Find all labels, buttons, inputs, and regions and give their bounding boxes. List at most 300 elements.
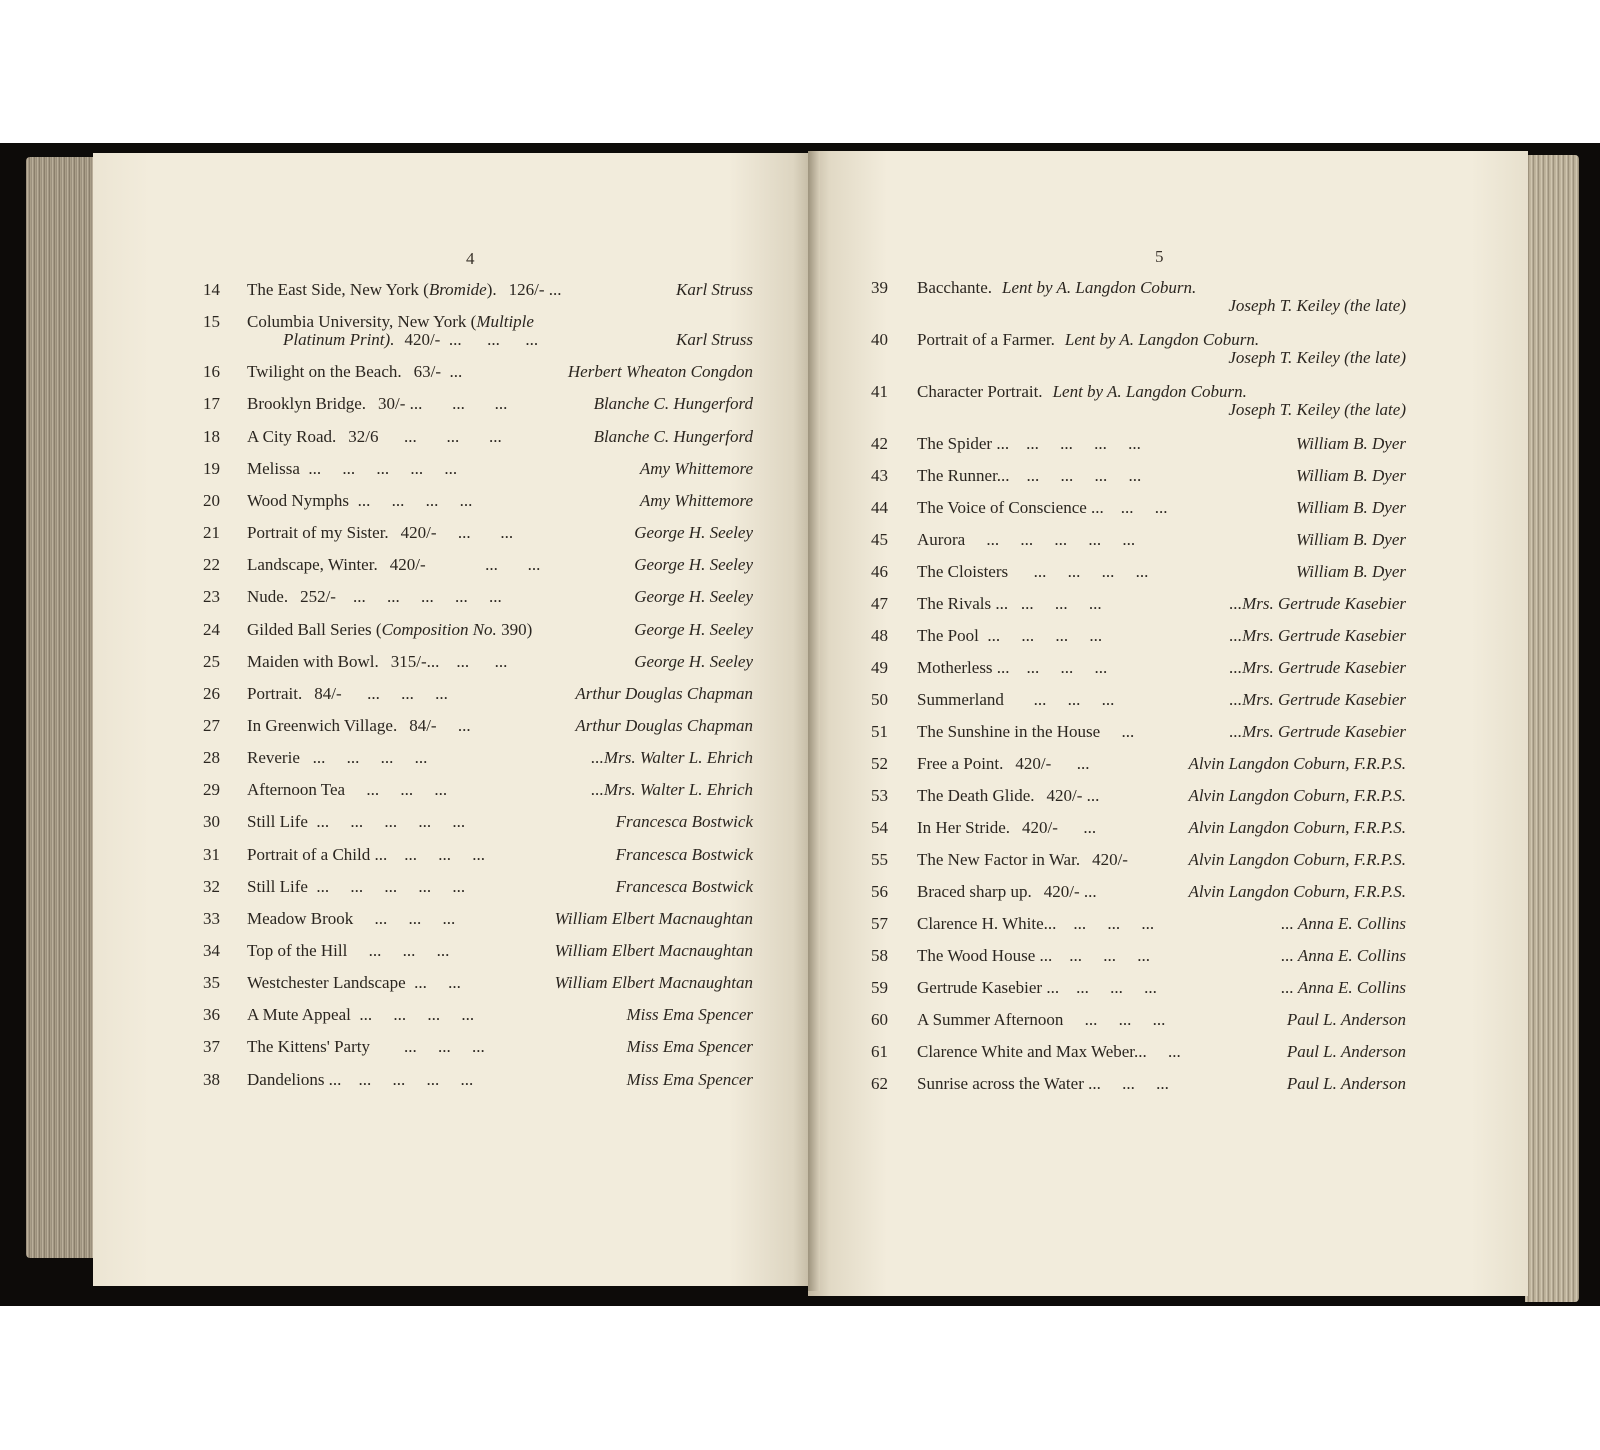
entry-title (247, 652, 507, 672)
entry-artist: Amy Whittemore (639, 458, 753, 478)
entry-artist-name: Joseph T. Keiley (1228, 348, 1340, 367)
entry-number: 39 (871, 278, 888, 297)
entry-artist: ...Mrs. Walter L. Ehrich (591, 748, 753, 768)
entry-number: 43 (871, 466, 888, 485)
right-page (808, 151, 1528, 1296)
entry-title-text: Dandelions ... (247, 1069, 342, 1089)
entry-dots: ... ... ... ... (299, 748, 428, 768)
catalogue-entry (871, 382, 1406, 420)
catalogue-entry (871, 1010, 1406, 1030)
entry-number: 23 (203, 587, 220, 607)
entry-dots: ... ... (439, 651, 508, 671)
entry-artist: ...Mrs. Gertrude Kasebier (1229, 594, 1406, 613)
entry-number: 52 (871, 754, 888, 773)
entry-title-text: Brooklyn Bridge. (247, 394, 366, 414)
catalogue-entry (203, 459, 753, 479)
entry-title-text: Meadow Brook (247, 908, 354, 928)
entry-title-text: Clarence H. White... (917, 914, 1057, 933)
entry-dots: ... ... ... (347, 941, 450, 960)
entry-number: 34 (203, 941, 220, 960)
entry-title (917, 530, 1135, 550)
entry-artist: George H. Seeley (634, 523, 753, 543)
entry-number: 53 (871, 786, 888, 805)
catalogue-entry (871, 330, 1406, 368)
entry-title (247, 555, 540, 575)
entry-dots: ... ... ... ... ... (965, 530, 1136, 549)
entry-artist: ... Anna E. Collins (1281, 978, 1406, 997)
entry-dots: ... ... (405, 973, 461, 993)
catalogue-entry (203, 312, 753, 350)
catalogue-entry (203, 748, 753, 768)
entry-title-text: Clarence White and Max Weber... (917, 1042, 1147, 1061)
entry-tail: 390) (501, 619, 533, 639)
entry-number: 37 (203, 1037, 220, 1057)
entry-dots: ... ... ... (1008, 594, 1102, 613)
entry-number: 14 (203, 280, 220, 299)
entry-artist: Karl Struss (676, 280, 753, 299)
entry-dots: ... ... ... (1063, 1010, 1166, 1029)
entry-title-text: Reverie (247, 748, 300, 768)
entry-number: 60 (871, 1010, 888, 1029)
entry-title-continued (283, 330, 538, 350)
entry-dots: ... ... ... (1059, 978, 1157, 997)
entry-artist: Francesca Bostwick (615, 876, 753, 896)
catalogue-entry (871, 562, 1406, 582)
entry-title-text: Columbia University, New York ( (247, 312, 477, 332)
entry-number: 54 (871, 818, 888, 837)
book-gutter (808, 151, 820, 1291)
entry-title-text: The Voice of Conscience ... (917, 498, 1104, 517)
entry-dots: ... ... ... ... (350, 1005, 475, 1025)
catalogue-entry (871, 530, 1406, 550)
entry-number: 16 (203, 362, 220, 382)
entry-artist (1228, 296, 1406, 316)
entry-title-text: Free a Point. (917, 754, 1004, 773)
entry-number: 40 (871, 330, 888, 349)
entry-artist: Alvin Langdon Coburn, F.R.P.S. (1188, 882, 1406, 901)
entry-number: 62 (871, 1074, 888, 1093)
entry-dots: ... ... ... ... (1009, 434, 1141, 453)
entry-title-text: Portrait of a Child ... (247, 844, 388, 864)
entry-artist: Paul L. Anderson (1286, 1074, 1406, 1093)
entry-medium: Bromide (428, 280, 487, 299)
entry-artist: George H. Seeley (634, 555, 753, 575)
entry-dots: ... ... ... (378, 426, 502, 446)
entry-artist: William Elbert Macnaughtan (554, 941, 753, 960)
entry-price: 420/- (400, 523, 437, 543)
entry-artist: Paul L. Anderson (1286, 1010, 1406, 1029)
entry-dots: ... ... ... (353, 908, 456, 928)
entry-price: 126/- (508, 280, 545, 299)
entry-number: 38 (203, 1069, 220, 1089)
catalogue-entry (871, 658, 1406, 678)
entry-title-text: Top of the Hill (247, 941, 348, 960)
entry-title (917, 562, 1148, 582)
entry-price: 30/- (378, 394, 406, 414)
entry-price: 32/6 (348, 426, 379, 446)
entry-artist: Miss Ema Spencer (626, 1005, 753, 1025)
entry-number: 46 (871, 562, 888, 581)
catalogue-entry (203, 812, 753, 832)
entry-title (917, 658, 1107, 678)
entry-title-text: The Kittens' Party (247, 1037, 370, 1057)
entry-artist: William B. Dyer (1295, 434, 1406, 453)
catalogue-entry (203, 1005, 753, 1025)
entry-number: 29 (203, 780, 220, 800)
entry-title (247, 1005, 474, 1025)
entry-title-text: Afternoon Tea (247, 780, 346, 800)
page-edges-right (1525, 155, 1579, 1302)
entry-artist: William Elbert Macnaughtan (554, 973, 753, 993)
catalogue-entry (871, 278, 1406, 316)
entry-artist: Alvin Langdon Coburn, F.R.P.S. (1188, 754, 1406, 773)
entry-title-text: Sunrise across the Water ... (917, 1074, 1101, 1093)
entry-title-text: Melissa (247, 458, 300, 478)
entry-title (917, 434, 1141, 454)
entry-number: 42 (871, 434, 888, 453)
entry-title (917, 1042, 1181, 1062)
entry-number: 58 (871, 946, 888, 965)
entry-number: 26 (203, 683, 220, 703)
entry-number: 30 (203, 812, 220, 832)
entry-artist: Arthur Douglas Chapman (575, 715, 753, 735)
entry-dots: ... (1051, 754, 1090, 773)
entry-number: 44 (871, 498, 888, 517)
catalogue-entry (203, 280, 753, 300)
catalogue-entry (871, 466, 1406, 486)
entry-dots: ... ... ... ... (349, 490, 473, 510)
entry-dots: ... ... ... (345, 780, 448, 800)
entry-dots: ... ... ... ... ... (307, 876, 466, 896)
entry-title (917, 626, 1102, 646)
catalogue-entry (203, 620, 753, 640)
entry-price: 252/- (300, 587, 336, 607)
entry-artist: Karl Struss (676, 330, 753, 350)
entry-medium: Multiple (476, 312, 534, 332)
catalogue-entry (203, 587, 753, 607)
entry-title (247, 459, 457, 479)
entry-artist: ... Anna E. Collins (1281, 914, 1406, 933)
entry-title (247, 587, 502, 607)
entry-title (917, 722, 1134, 742)
entry-title-text: The Sunshine in the House (917, 722, 1101, 741)
entry-artist (1228, 400, 1406, 420)
catalogue-entry (203, 652, 753, 672)
catalogue-entry (871, 722, 1406, 742)
entry-dots: ... ... ... (341, 683, 448, 703)
entry-title (917, 330, 1259, 350)
catalogue-entry (203, 973, 753, 993)
entry-price: 84/- (314, 683, 342, 703)
entry-title (247, 1070, 473, 1090)
entry-dots: ... ... ... ... ... (299, 458, 458, 478)
catalogue-entry (871, 978, 1406, 998)
entry-lender: Lent by A. Langdon Coburn. (1052, 382, 1247, 401)
entry-price: 420/- (1092, 850, 1128, 869)
catalogue-entry (871, 498, 1406, 518)
entry-number: 31 (203, 844, 220, 864)
entry-title-text: A Mute Appeal (247, 1005, 351, 1025)
entry-dots: ... ... ... ... (341, 1069, 474, 1089)
entry-dots: ... ... ... (1056, 914, 1155, 933)
catalogue-entry (871, 1042, 1406, 1062)
entry-number: 25 (203, 651, 220, 671)
entry-medium-continued: Platinum Print). (283, 330, 395, 350)
catalogue-entry (203, 1070, 753, 1090)
entry-dots: ... ... (1100, 1074, 1169, 1093)
entry-title-text: Portrait of a Farmer. (917, 330, 1055, 349)
entry-artist: ...Mrs. Walter L. Ehrich (591, 780, 753, 800)
entry-title (247, 312, 534, 332)
catalogue-entry (871, 786, 1406, 806)
entry-artist: Amy Whittemore (639, 490, 753, 510)
entry-artist-suffix: (the late) (1344, 296, 1406, 315)
entry-number: 15 (203, 312, 220, 332)
entry-lender: Lent by A. Langdon Coburn. (1002, 278, 1197, 297)
entry-dots: ... ... ... ... ... (307, 812, 466, 832)
page-number-right: 5 (1155, 247, 1164, 266)
entry-artist: Blanche C. Hungerford (593, 426, 753, 446)
entry-dots: ... (544, 280, 562, 299)
entry-number: 21 (203, 523, 220, 543)
entry-title-text: Gertrude Kasebier ... (917, 978, 1060, 997)
entry-title-text: In Her Stride. (917, 818, 1011, 837)
entry-title (247, 427, 502, 447)
entry-price: 420/- (389, 555, 426, 575)
entry-title (917, 786, 1099, 806)
entry-artist: ... Anna E. Collins (1281, 946, 1406, 965)
entry-price: 420/- ... (1046, 786, 1100, 805)
entry-number: 56 (871, 882, 888, 901)
entry-artist: Miss Ema Spencer (626, 1069, 753, 1089)
entry-artist: Paul L. Anderson (1286, 1042, 1406, 1061)
entry-number: 22 (203, 555, 220, 575)
entry-price: 420/- (404, 330, 441, 350)
catalogue-entry (203, 491, 753, 511)
entry-price: 420/- (1022, 818, 1058, 837)
entry-dots: ... ... ... (387, 844, 485, 864)
entry-title-text: Twilight on the Beach. (247, 362, 402, 382)
catalogue-entry (203, 523, 753, 543)
entry-artist: ...Mrs. Gertrude Kasebier (1229, 690, 1406, 709)
entry-dots: ... ... ... (1052, 946, 1150, 965)
entry-number: 57 (871, 914, 888, 933)
catalogue-entry (203, 941, 753, 961)
entry-number: 33 (203, 908, 220, 928)
entry-dots: ... ... (1103, 498, 1168, 517)
entry-title (247, 941, 449, 961)
entry-dots: ... (436, 715, 471, 735)
entry-number: 32 (203, 876, 220, 896)
entry-price: 420/- (1015, 754, 1052, 773)
entry-dots: ... ... ... ... (978, 626, 1103, 645)
entry-artist-name: Joseph T. Keiley (1228, 400, 1340, 419)
entry-artist: Francesca Bostwick (615, 844, 753, 864)
entry-number: 55 (871, 850, 888, 869)
entry-title (917, 914, 1154, 934)
entry-title-text: Wood Nymphs (247, 490, 350, 510)
page-edges-left (26, 157, 96, 1258)
entry-number: 20 (203, 490, 220, 510)
entry-artist (1228, 348, 1406, 368)
entry-title-text: The Cloisters (917, 562, 1009, 581)
entry-artist: William B. Dyer (1295, 530, 1406, 549)
entry-number: 47 (871, 594, 888, 613)
catalogue-entry (203, 394, 753, 414)
entry-title-text: The Death Glide. (917, 786, 1035, 805)
entry-title-text: Motherless ... (917, 658, 1010, 677)
entry-title (247, 620, 532, 640)
catalogue-entry (203, 427, 753, 447)
entry-title-text: Maiden with Bowl. (247, 651, 379, 671)
entry-title-text: The Wood House ... (917, 946, 1053, 965)
entry-title-text: The Pool (917, 626, 979, 645)
catalogue-entry (871, 882, 1406, 902)
entry-dots: ... ... ... ... ... (335, 587, 502, 607)
entry-title (917, 754, 1090, 774)
entry-title (917, 278, 1196, 298)
entry-artist: Miss Ema Spencer (626, 1037, 753, 1057)
entry-title (917, 594, 1102, 614)
entry-title-text: A Summer Afternoon (917, 1010, 1064, 1029)
entry-dots: ... (441, 362, 463, 382)
entry-artist: William B. Dyer (1295, 466, 1406, 485)
catalogue-entry (203, 1037, 753, 1057)
entry-artist-suffix: (the late) (1344, 400, 1406, 419)
entry-dots: ... (1146, 1042, 1181, 1061)
catalogue-entry (871, 818, 1406, 838)
entry-artist: George H. Seeley (634, 587, 753, 607)
catalogue-entry (203, 909, 753, 929)
entry-dots: ... ... ... ... (1009, 466, 1142, 485)
entry-title-text: Bacchante. (917, 278, 993, 297)
entry-number: 35 (203, 973, 220, 993)
entry-artist: William Elbert Macnaughtan (554, 908, 753, 928)
entry-title-text: The Spider ... (917, 434, 1010, 453)
entry-artist: ...Mrs. Gertrude Kasebier (1229, 658, 1406, 677)
entry-title-text: Still Life (247, 876, 308, 896)
entry-title (247, 362, 462, 382)
entry-number: 36 (203, 1005, 220, 1025)
entry-title (917, 818, 1096, 838)
entry-title (247, 845, 485, 865)
entry-medium: Composition No. (381, 619, 497, 639)
catalogue-entry (871, 946, 1406, 966)
entry-title-text: The Rivals ... (917, 594, 1009, 613)
entry-artist: ...Mrs. Gertrude Kasebier (1229, 722, 1406, 741)
catalogue-entry (203, 780, 753, 800)
entry-title (917, 1010, 1165, 1030)
entry-number: 49 (871, 658, 888, 677)
catalogue-entry (203, 716, 753, 736)
entry-title-text: Gilded Ball Series ( (247, 619, 382, 639)
entry-artist: George H. Seeley (634, 651, 753, 671)
entry-number: 27 (203, 715, 220, 735)
entry-dots: ... ... (425, 555, 541, 575)
entry-dots: ... ... ... ... (1008, 562, 1149, 581)
entry-artist: George H. Seeley (634, 619, 753, 639)
entry-title (247, 973, 461, 993)
catalogue-entry (871, 754, 1406, 774)
entry-title (247, 812, 465, 832)
catalogue-entry (871, 850, 1406, 870)
entry-title (247, 716, 471, 736)
entry-title-text: In Greenwich Village. (247, 715, 398, 735)
catalogue-entry (203, 877, 753, 897)
entry-title (247, 877, 465, 897)
entry-artist: Blanche C. Hungerford (593, 394, 753, 414)
entry-dots: ... ... ... (405, 394, 508, 414)
entry-dots: ... ... ... (440, 330, 539, 350)
entry-title-text: Braced sharp up. (917, 882, 1032, 901)
entry-price: 420/- ... (1043, 882, 1097, 901)
catalogue-entry (871, 594, 1406, 614)
left-page (93, 153, 815, 1286)
entry-title-text: A City Road. (247, 426, 337, 446)
entry-artist: William B. Dyer (1295, 498, 1406, 517)
entry-title (917, 382, 1247, 402)
entry-title-text: Landscape, Winter. (247, 555, 378, 575)
entry-artist: William B. Dyer (1295, 562, 1406, 581)
entry-title (917, 882, 1097, 902)
catalogue-entry (871, 690, 1406, 710)
entry-title (247, 748, 427, 768)
entry-title-text: Portrait. (247, 683, 303, 703)
entry-artist: Alvin Langdon Coburn, F.R.P.S. (1188, 818, 1406, 837)
entry-title-text: Summerland (917, 690, 1004, 709)
entry-number: 51 (871, 722, 888, 741)
entry-title-text: The Runner... (917, 466, 1010, 485)
entry-title (917, 466, 1141, 486)
entry-title (917, 1074, 1169, 1094)
entry-artist: Francesca Bostwick (615, 812, 753, 832)
entry-number: 48 (871, 626, 888, 645)
entry-artist-suffix: (the late) (1344, 348, 1406, 367)
entry-number: 24 (203, 619, 220, 639)
catalogue-entry (871, 1074, 1406, 1094)
entry-number: 59 (871, 978, 888, 997)
entry-dots: ... ... (436, 523, 514, 543)
entry-price: 84/- (409, 715, 437, 735)
catalogue-entry (203, 555, 753, 575)
page-number-left: 4 (466, 249, 475, 268)
entry-number: 41 (871, 382, 888, 401)
entry-title-text: Still Life (247, 812, 308, 832)
entry-artist: Alvin Langdon Coburn, F.R.P.S. (1188, 786, 1406, 805)
entry-title-text: Nude. (247, 587, 289, 607)
entry-artist: Alvin Langdon Coburn, F.R.P.S. (1188, 850, 1406, 869)
catalogue-entry (871, 914, 1406, 934)
entry-title (917, 978, 1157, 998)
entry-title (247, 1037, 485, 1057)
catalogue-entry (871, 626, 1406, 646)
entry-dots: ... ... ... (1009, 658, 1108, 677)
entry-artist: ...Mrs. Gertrude Kasebier (1229, 626, 1406, 645)
entry-number: 28 (203, 748, 220, 768)
entry-dots: ... ... ... (369, 1037, 485, 1057)
entry-artist-name: Joseph T. Keiley (1228, 296, 1340, 315)
catalogue-entry (203, 684, 753, 704)
entry-title (247, 780, 447, 800)
entry-title (917, 690, 1114, 710)
entry-title (917, 850, 1128, 870)
entry-number: 18 (203, 426, 220, 446)
entry-dots: ... ... ... (1003, 690, 1115, 709)
entry-title-text: Aurora (917, 530, 966, 549)
entry-title (917, 946, 1150, 966)
entry-price: 63/- (413, 362, 442, 382)
entry-number: 19 (203, 458, 220, 478)
